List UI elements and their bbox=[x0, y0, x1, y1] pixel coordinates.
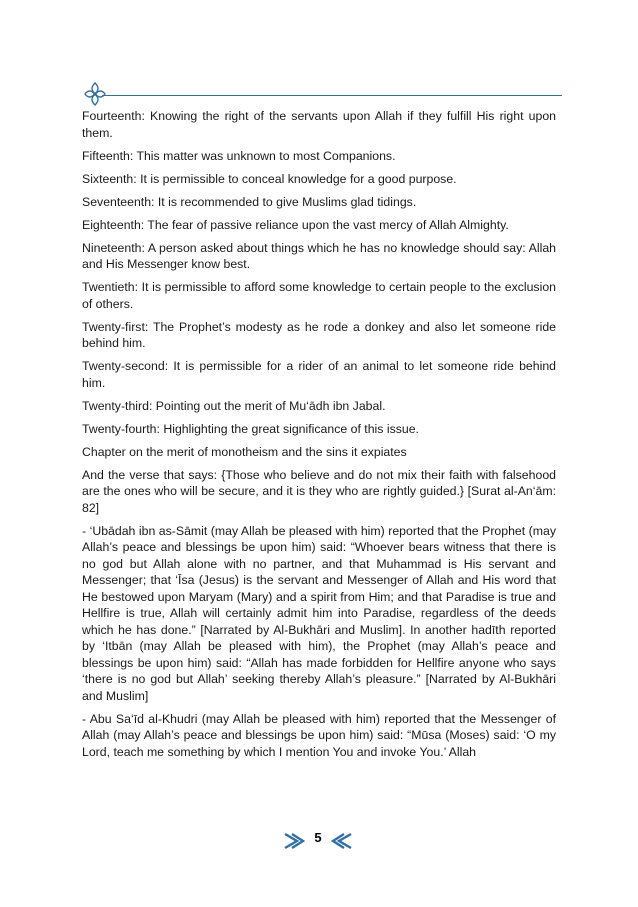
page-number: 5 bbox=[314, 830, 322, 845]
header-rule bbox=[102, 95, 562, 96]
paragraph: Fifteenth: This matter was unknown to most Companions. bbox=[82, 148, 396, 163]
paragraph: Seventeenth: It is recommended to give Muslims glad tidings. bbox=[82, 194, 417, 209]
paragraph: - Abu Sa‘īd al-Khudri (may Allah be pleased with him) reported that the Messenger of Allah (may Allah’s peace and blessings be upon him) said: “Mūsa (Moses) said: ‘O my Lord, teach me something by which I mention You and invoke You.’ Allah bbox=[82, 711, 556, 759]
paragraph: Fourteenth: Knowing the right of the servants upon Allah if they fulfill His right upon them. bbox=[82, 109, 556, 140]
floral-ornament-icon bbox=[82, 80, 108, 108]
paragraph: And the verse that says: {Those who believe and do not mix their faith with falsehood are the ones who will be secure, and it is they who are rightly guided.} [Surat al-An‘ām: 82] bbox=[82, 467, 556, 515]
chevron-arrow-icon bbox=[283, 832, 305, 850]
paragraph: Twenty-second: It is permissible for a rider of an animal to let someone ride behind him. bbox=[82, 359, 556, 390]
document-body bbox=[82, 108, 556, 767]
paragraph: Twenty-third: Pointing out the merit of Mu‘ādh ibn Jabal. bbox=[82, 398, 386, 413]
header-ornament bbox=[82, 80, 562, 104]
paragraph: Sixteenth: It is permissible to conceal knowledge for a good purpose. bbox=[82, 171, 457, 186]
chevron-arrow-icon bbox=[331, 832, 353, 850]
paragraph: Eighteenth: The fear of passive reliance upon the vast mercy of Allah Almighty. bbox=[82, 217, 509, 232]
paragraph: Twenty-first: The Prophet’s modesty as he rode a donkey and also let someone ride behind him. bbox=[82, 319, 556, 350]
paragraph: - ‘Ubādah ibn as-Sāmit (may Allah be pleased with him) reported that the Prophet (may Allah’s peace and blessings be upon him) said: “Whoever bears witness that there is no god but Allah alone with no partner, and that Muhammad is His servant and Messenger; that ‘Īsa (Jesus) is the servant and Messenger of Allah and His word that He bestowed upon Maryam (Mary) and a spirit from Him; and that Paradise is true and Hellfire is true, Allah will certainly admit him into Paradise, regardless of the deeds which he has done.” [Narrated by Al-Bukhāri and Muslim]. In another hadīth reported by ‘Itbān (may Allah be pleased with him), the Prophet (may Allah’s peace and blessings be upon him) said: “Allah has made forbidden for Hellfire anyone who says ‘there is no god but Allah’ seeking thereby Allah’s pleasure.” [Narrated by Al-Bukhāri and Muslim] bbox=[82, 523, 556, 703]
paragraph: Twenty-fourth: Highlighting the great significance of this issue. bbox=[82, 421, 419, 436]
paragraph: Twentieth: It is permissible to afford some knowledge to certain people to the exclusion of others. bbox=[82, 280, 556, 311]
page-footer bbox=[0, 828, 638, 852]
chapter-heading: Chapter on the merit of monotheism and the sins it expiates bbox=[82, 444, 407, 459]
paragraph: Nineteenth: A person asked about things which he has no knowledge should say: Allah and His Messenger know best. bbox=[82, 240, 556, 271]
